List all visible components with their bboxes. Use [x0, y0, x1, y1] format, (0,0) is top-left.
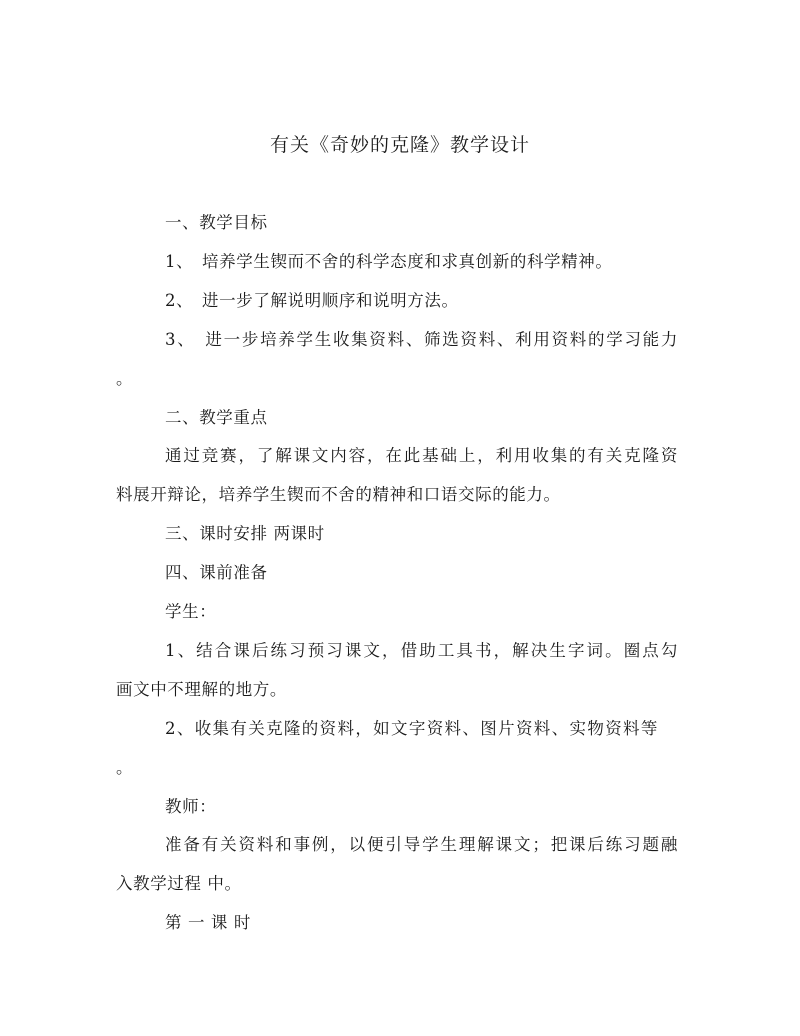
key-points-paragraph-line-2: 料展开辩论，培养学生锲而不舍的精神和口语交际的能力。	[116, 485, 561, 504]
student-prep-item-2-continuation: 。	[116, 758, 134, 777]
section-heading-key-points: 二、教学重点	[165, 408, 268, 427]
student-prep-item-1-line-1: 1、结合课后练习预习课文，借助工具书，解决生字词。圈点勾	[165, 641, 678, 660]
objective-item-3-continuation: 。	[116, 369, 134, 388]
teacher-prep-line-2: 入教学过程 中。	[116, 874, 242, 893]
lesson-heading-first: 第 一 课 时	[165, 913, 251, 932]
student-prep-item-1-line-2: 画文中不理解的地方。	[116, 680, 287, 699]
document-title: 有关《奇妙的克隆》教学设计	[269, 134, 530, 156]
teacher-prep-line-1: 准备有关资料和事例，以便引导学生理解课文；把课后练习题融	[165, 835, 678, 854]
student-prep-item-2: 2、收集有关克隆的资料，如文字资料、图片资料、实物资料等	[165, 719, 658, 738]
section-heading-preparation: 四、课前准备	[165, 563, 268, 582]
objective-item-3: 3、 进一步培养学生收集资料、筛选资料、利用资料的学习能力	[165, 330, 678, 349]
objective-item-1: 1、 培养学生锲而不舍的科学态度和求真创新的科学精神。	[165, 252, 613, 271]
students-label: 学生：	[165, 602, 217, 621]
section-heading-schedule: 三、课时安排 两课时	[165, 524, 325, 543]
objective-item-2: 2、 进一步了解说明顺序和说明方法。	[165, 291, 459, 310]
teacher-label: 教师：	[165, 797, 217, 816]
section-heading-objectives: 一、教学目标	[165, 213, 268, 232]
key-points-paragraph-line-1: 通过竞赛，了解课文内容，在此基础上，利用收集的有关克隆资	[165, 446, 678, 465]
